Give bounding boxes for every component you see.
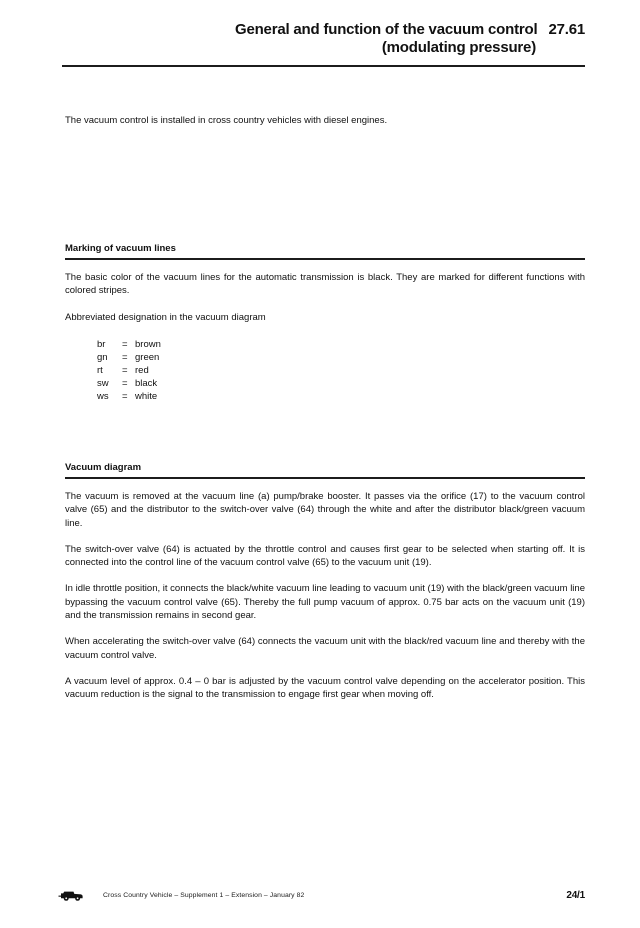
abbreviation-row — [97, 338, 161, 351]
equals-sign: = — [122, 377, 128, 389]
equals-sign: = — [122, 390, 128, 402]
abbreviation-meaning: green — [135, 351, 160, 363]
equals-sign: = — [122, 364, 128, 376]
abbreviation-row — [97, 390, 161, 403]
title-block — [65, 21, 585, 56]
section-marking-of-vacuum-lines — [65, 242, 585, 403]
section-rule — [65, 258, 585, 260]
abbreviation-code: br — [97, 338, 106, 350]
abbreviation-meaning: white — [135, 390, 158, 402]
title-line-1 — [65, 21, 585, 39]
car-icon — [58, 889, 84, 902]
body-paragraph: The basic color of the vacuum lines for the automatic transmission is black. They are marked for different functions with colored stripes. — [65, 272, 585, 297]
abbreviation-row — [97, 364, 161, 377]
body-paragraph: A vacuum level of approx. 0.4 – 0 bar is adjusted by the vacuum control valve depending on the accelerator position. This vacuum reduction is the signal to the transmission to engage first gear when moving off. — [65, 675, 585, 701]
abbreviation-meaning: brown — [135, 338, 161, 350]
body-paragraph: The switch-over valve (64) is actuated by the throttle control and causes first gear to be selected when starting off. It is connected into the control line of the vacuum control valve (65) to the vacuum unit (19). — [65, 543, 585, 569]
body-paragraph: Abbreviated designation in the vacuum diagram — [65, 311, 266, 323]
page-title: General and function of the vacuum control — [234, 21, 538, 38]
abbreviation-code: rt — [97, 364, 103, 376]
abbreviation-row — [97, 351, 161, 364]
footer-text: Cross Country Vehicle – Supplement 1 – Extension – January 82 — [103, 892, 305, 899]
abbreviation-list — [97, 338, 161, 403]
body-paragraph: In idle throttle position, it connects the black/white vacuum line leading to vacuum unit (19) with the black/green vacuum line bypassing the vacuum control valve (65). Thereby the full pump vacuum of approx. 0.75 bar acts on the vacuum unit (19) and the transmission remains in second gear. — [65, 583, 585, 622]
abbreviation-code: gn — [97, 351, 108, 363]
section-rule — [65, 477, 585, 479]
section-heading: Vacuum diagram — [65, 462, 142, 473]
page-footer — [58, 889, 585, 902]
abbreviation-meaning: black — [135, 377, 158, 389]
page-subtitle: (modulating pressure) — [381, 38, 536, 56]
equals-sign: = — [122, 338, 128, 350]
body-paragraph: The vacuum is removed at the vacuum line (a) pump/brake booster. It passes via the orifice (17) to the vacuum control valve (65) and the distributor to the switch-over valve (64) through the white and after the distributor black/green vacuum line. — [65, 491, 585, 529]
section-number: 27.61 — [548, 21, 585, 38]
section-vacuum-diagram — [65, 461, 585, 702]
section-heading: Marking of vacuum lines — [65, 243, 176, 254]
header-rule — [62, 65, 585, 67]
body-paragraph: When accelerating the switch-over valve (64) connects the vacuum unit with the black/red vacuum line and thereby with the vacuum control valve. — [65, 636, 585, 661]
page-number: 24/1 — [566, 890, 585, 901]
abbreviation-code: ws — [97, 390, 109, 402]
equals-sign: = — [122, 351, 128, 363]
intro-paragraph: The vacuum control is installed in cross country vehicles with diesel engines. — [65, 115, 388, 126]
abbreviation-code: sw — [97, 377, 109, 389]
abbreviation-meaning: red — [135, 364, 149, 376]
abbreviation-row — [97, 377, 161, 390]
